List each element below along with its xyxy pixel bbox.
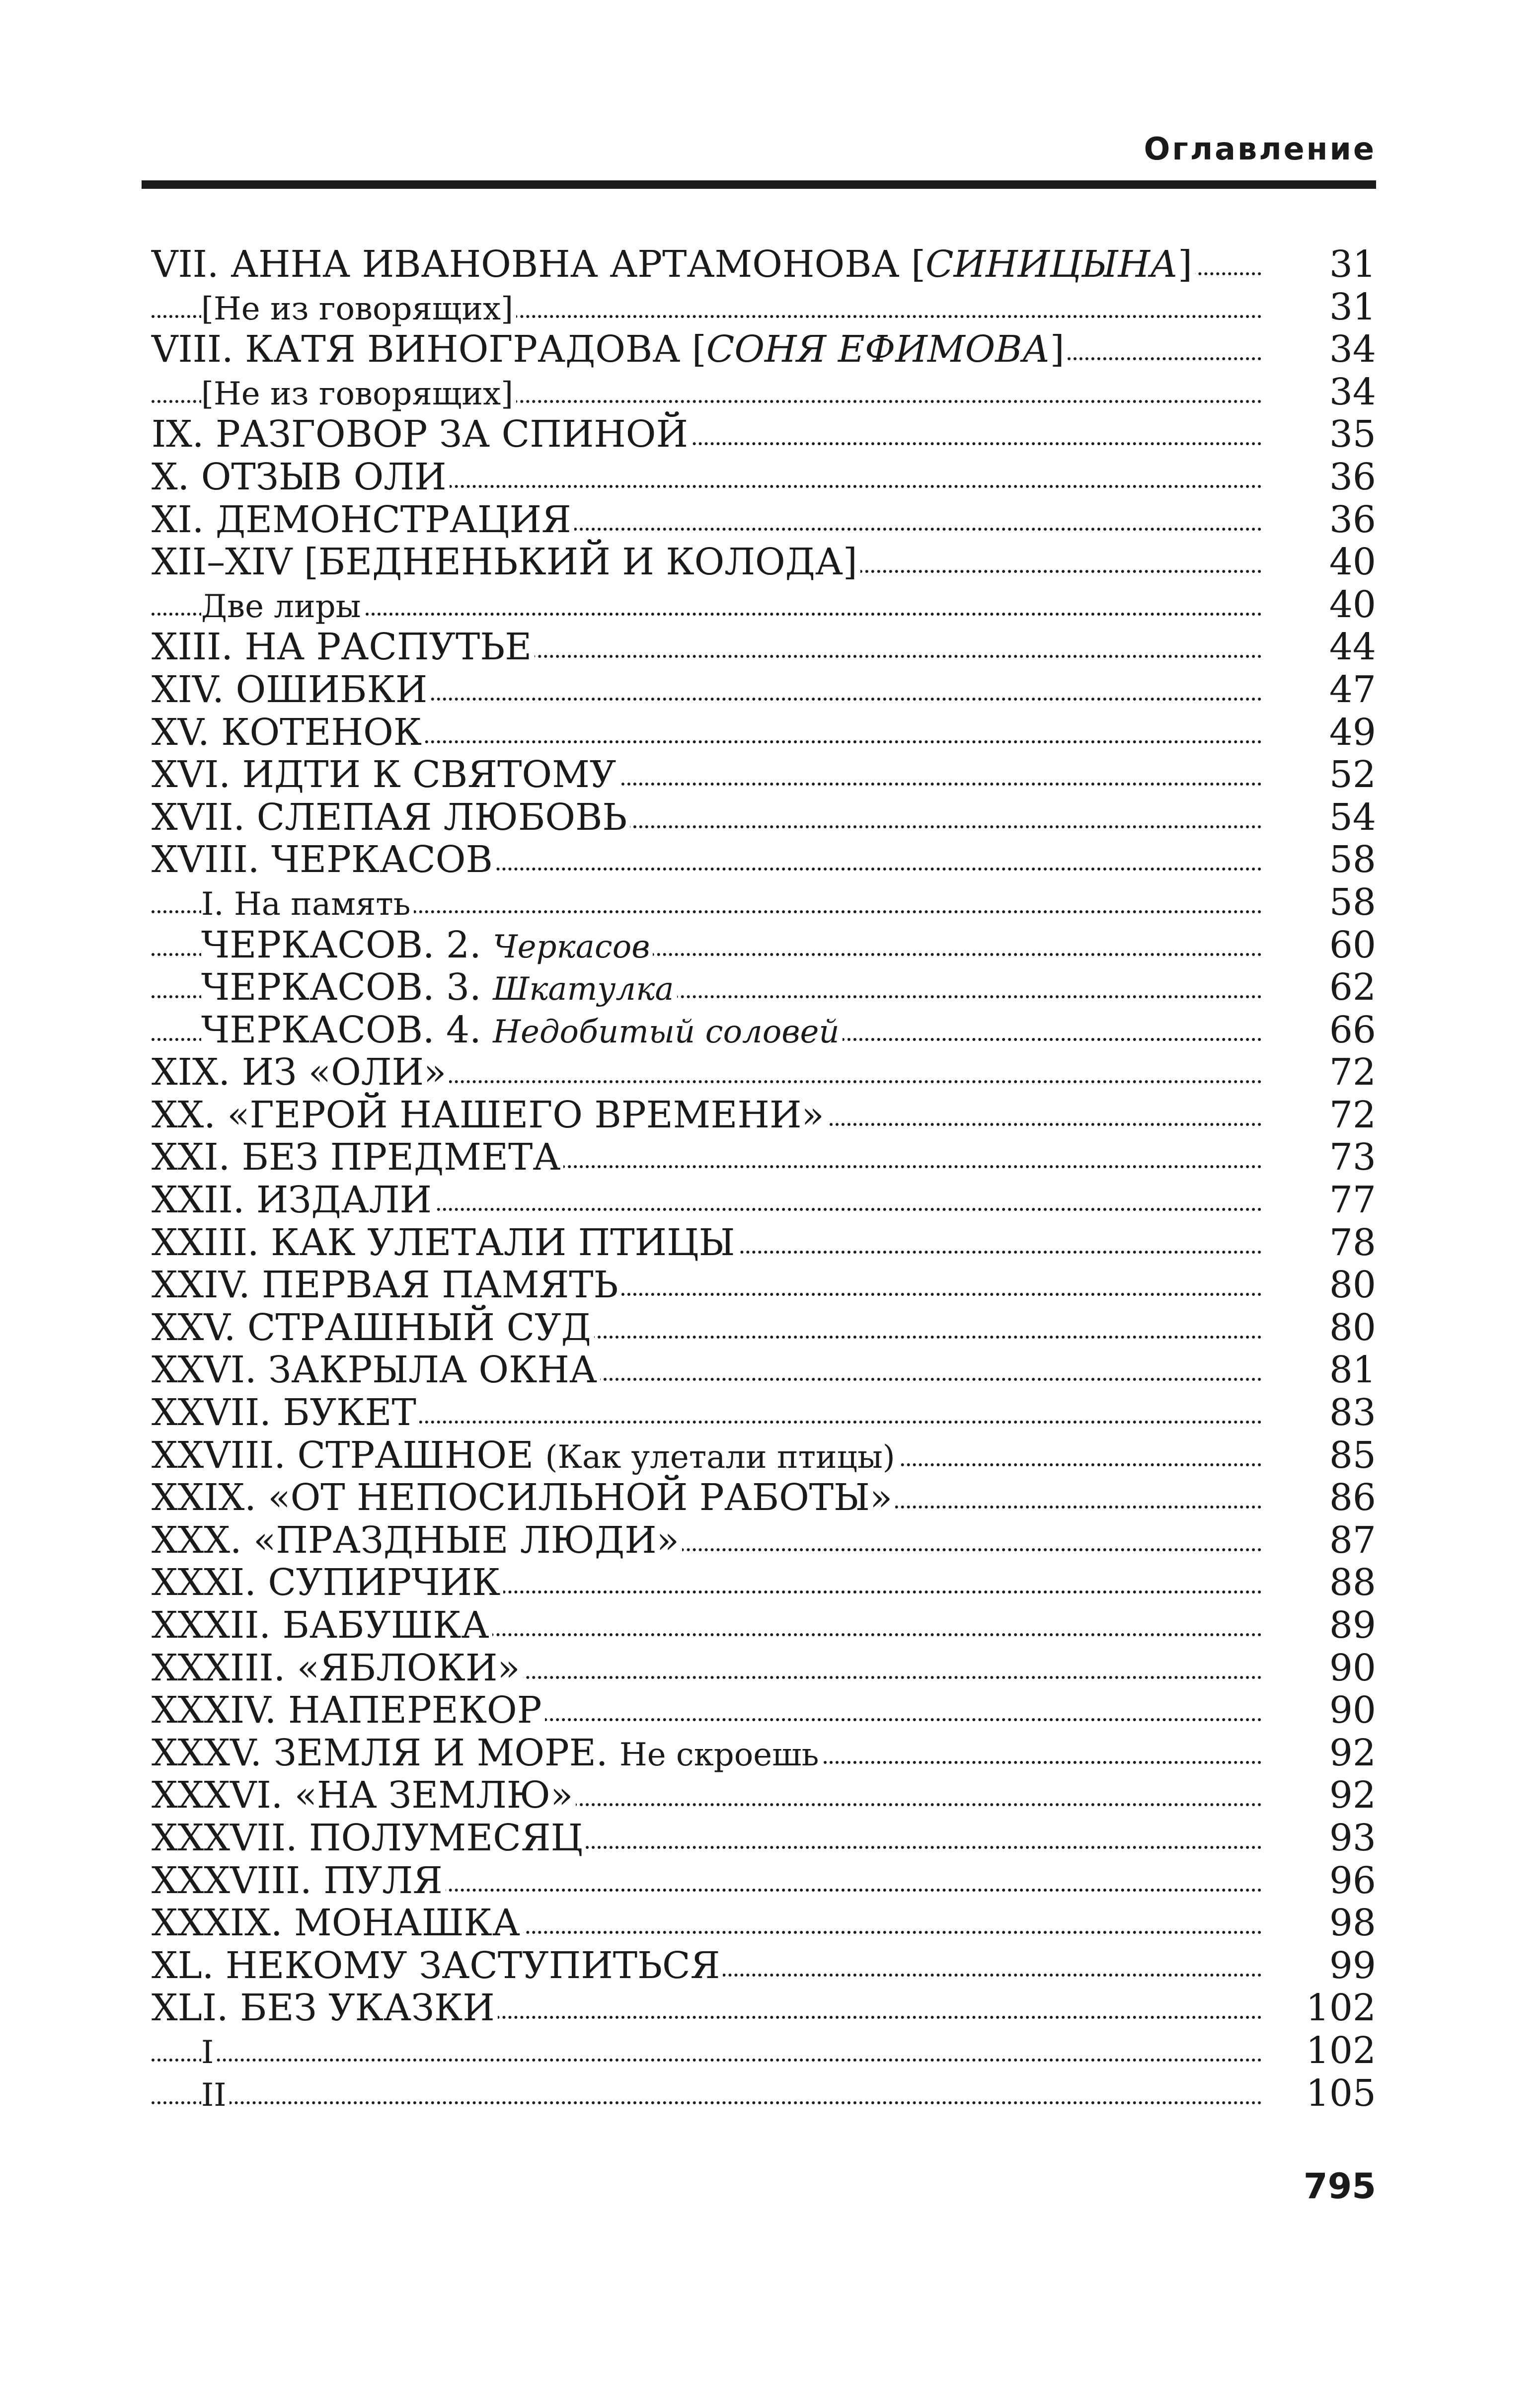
toc-entry-title-italic: Недобитый соловей [493,1013,840,1050]
toc-entry-title [201,2072,230,2117]
dot-leader [152,2059,1262,2062]
toc-entry-title-italic: СОНЯ ЕФИМОВА [706,328,1050,371]
toc-entry-page: 89 [1277,1604,1376,1647]
toc-entry-page: 58 [1277,881,1376,924]
toc-entry-title [152,1604,492,1647]
toc-entry [152,499,1376,542]
toc-entry [152,1094,1376,1137]
toc-entry-title-part: XXXI. СУПИРЧИК [152,1561,501,1604]
toc-entry-title-part: XVII. СЛЕПАЯ ЛЮБОВЬ [152,795,627,839]
toc-entry-title-part: I [201,2034,214,2071]
toc-entry-title-part: XXVIII. СТРАШНОЕ [152,1433,545,1477]
toc-entry-title [152,1519,682,1562]
toc-entry-page: 66 [1277,1009,1376,1052]
toc-entry-title [152,1477,895,1519]
toc-entry-page: 90 [1277,1689,1376,1732]
toc-entry-title-part: XXI. БЕЗ ПРЕДМЕТА [152,1136,561,1179]
toc-entry-page: 92 [1277,1774,1376,1817]
toc-entry-title-part: [Не из говорящих] [201,290,514,327]
toc-entry [152,584,1376,627]
toc-entry-title-part: XLI. БЕЗ УКАЗКИ [152,1987,495,2030]
toc-entry [152,881,1376,924]
toc-entry [152,1902,1376,1945]
toc-entry-title-part: XXXIII. «ЯБЛОКИ» [152,1646,520,1689]
toc-entry [152,1179,1376,1222]
toc-entry-title-part: IX. РАЗГОВОР ЗА СПИНОЙ [152,413,689,456]
toc-entry [152,796,1376,839]
toc-entry-title [152,1051,449,1094]
toc-entry-title [152,1094,827,1137]
toc-entry-page: 102 [1277,1987,1376,2030]
toc-entry-title [152,1222,738,1265]
toc-entry-page: 31 [1277,286,1376,329]
toc-entry-title [152,328,1068,371]
toc-entry-title-part: Не скроешь [619,1736,819,1773]
toc-entry-title-part: XL. НЕКОМУ ЗАСТУПИТЬСЯ [152,1944,720,1987]
running-head: Оглавление [1144,131,1376,167]
toc-entry-title-part: XXXV. ЗЕМЛЯ И МОРЕ. [152,1731,619,1774]
toc-entry-page: 44 [1277,626,1376,669]
toc-entry-title [152,243,1195,286]
toc-entry [152,2030,1376,2072]
toc-entry-title-part: XIII. НА РАСПУТЬЕ [152,626,532,669]
toc-entry-page: 80 [1277,1307,1376,1350]
toc-entry-title-part: XXIX. «ОТ НЕПОСИЛЬНОЙ РАБОТЫ» [152,1476,893,1519]
toc-entry [152,1732,1376,1775]
toc-entry [152,1860,1376,1903]
toc-entry [152,456,1376,499]
toc-entry-title-part: II [201,2076,227,2114]
toc-entry-title [152,712,425,754]
toc-entry [152,924,1376,967]
toc-entry [152,669,1376,712]
toc-entry-title [152,796,630,839]
toc-entry-title-part: XXXIV. НАПЕРЕКОР [152,1689,542,1732]
toc-entry-title-part: XXVII. БУКЕТ [152,1391,416,1434]
toc-entry-page: 40 [1277,584,1376,627]
toc-entry-title [152,1987,498,2030]
toc-entry-title-italic: Черкасов [493,928,650,965]
page-number: 795 [1303,2166,1376,2207]
toc-entry-title [201,924,653,969]
toc-entry [152,1774,1376,1817]
toc-entry-title-italic: СИНИЦЫНА [925,243,1178,286]
toc-entry-page: 31 [1277,243,1376,286]
toc-entry-title [152,1902,523,1945]
toc-entry-title [152,669,430,712]
toc-entry-page: 34 [1277,371,1376,414]
toc-entry-title-part: (Как улетали птицы) [545,1438,895,1476]
toc-entry-page: 78 [1277,1222,1376,1265]
toc-entry-title [152,1860,446,1903]
toc-entry-page: 36 [1277,499,1376,542]
toc-entry-title [152,626,535,669]
toc-entry [152,1689,1376,1732]
toc-entry-title-part: ] [1050,328,1065,371]
toc-entry-title [152,754,619,796]
toc-entry [152,243,1376,286]
toc-entry-page: 47 [1277,669,1376,712]
toc-entry-title-part: X. ОТЗЫВ ОЛИ [152,455,447,498]
toc-entry-title [152,1562,503,1604]
toc-entry-page: 62 [1277,966,1376,1009]
toc-entry-page: 80 [1277,1264,1376,1307]
toc-entry-title [152,1179,435,1222]
toc-entry-title-part: VII. АННА ИВАНОВНА АРТАМОНОВА [ [152,243,925,286]
toc-entry-title [152,1307,594,1350]
toc-entry [152,1477,1376,1519]
toc-entry-title [152,1392,419,1434]
toc-entry-title-part: XXXVI. «НА ЗЕМЛЮ» [152,1774,573,1817]
toc-entry [152,1051,1376,1094]
toc-entry-title [152,1817,586,1860]
toc-entry-page: 83 [1277,1392,1376,1434]
toc-entry [152,839,1376,881]
toc-entry-title [201,1009,843,1054]
toc-entry [152,966,1376,1009]
toc-entry-title-part: Две лиры [201,588,361,625]
toc-entry-page: 99 [1277,1945,1376,1988]
toc-entry-title-part: XXV. СТРАШНЫЙ СУД [152,1306,591,1349]
toc-entry-title [201,2030,217,2074]
toc-entry-page: 85 [1277,1434,1376,1477]
toc-entry-title-part: XII–XIV [БЕДНЕНЬКИЙ И КОЛОДА] [152,541,857,584]
toc-entry-title [201,966,677,1011]
toc-entry-title-part: XXXIX. МОНАШКА [152,1902,520,1945]
toc-entry-page: 34 [1277,328,1376,371]
toc-entry-title-part: VIII. КАТЯ ВИНОГРАДОВА [ [152,328,706,371]
toc-entry-title [152,1774,576,1817]
toc-entry-title-part: XIV. ОШИБКИ [152,668,428,711]
toc-entry-title [152,1689,545,1732]
toc-entry-title-part: ЧЕРКАСОВ. 3. [201,966,493,1009]
toc-entry-title-part: XXXVIII. ПУЛЯ [152,1859,443,1902]
toc-entry [152,1264,1376,1307]
toc-entry-page: 98 [1277,1902,1376,1945]
toc-entry-page: 72 [1277,1094,1376,1137]
toc-entry-title [152,839,496,881]
toc-entry-page: 60 [1277,924,1376,967]
toc-entry-page: 81 [1277,1349,1376,1392]
toc-entry-page: 88 [1277,1562,1376,1604]
toc-entry [152,413,1376,456]
toc-entry-title-part: XI. ДЕМОНСТРАЦИЯ [152,498,571,541]
toc-entry-title [152,413,691,456]
toc-entry-title-part: XX. «ГЕРОЙ НАШЕГО ВРЕМЕНИ» [152,1093,824,1136]
toc-entry-title-part: ЧЕРКАСОВ. 2. [201,923,493,966]
toc-entry [152,1136,1376,1179]
toc-entry-title [201,371,516,416]
toc-entry [152,2072,1376,2115]
toc-entry [152,1647,1376,1690]
toc-entry [152,1945,1376,1988]
toc-entry-title [152,499,574,542]
toc-entry [152,1562,1376,1604]
toc-entry-title-part: ] [1178,243,1192,286]
toc-entry-title-part: XVI. ИДТИ К СВЯТОМУ [152,753,616,796]
toc-entry-title-part: XXXII. БАБУШКА [152,1604,489,1647]
toc-entry-title-part: [Не из говорящих] [201,375,514,412]
dot-leader [152,2101,1262,2104]
toc-entry [152,1519,1376,1562]
header-rule [142,180,1376,189]
toc-entry-title-part: XXXVII. ПОЛУМЕСЯЦ [152,1816,583,1859]
table-of-contents [152,243,1376,2115]
toc-entry [152,286,1376,329]
toc-entry-title-part: XVIII. ЧЕРКАСОВ [152,838,493,881]
toc-entry [152,1434,1376,1477]
toc-entry-title-part: XXX. «ПРАЗДНЫЕ ЛЮДИ» [152,1518,679,1562]
toc-entry-title [152,1434,898,1479]
toc-entry-page: 105 [1277,2072,1376,2115]
toc-entry-title [152,1349,600,1392]
toc-entry [152,1987,1376,2030]
toc-entry [152,754,1376,796]
toc-entry [152,712,1376,754]
toc-entry-page: 92 [1277,1732,1376,1775]
toc-entry-page: 87 [1277,1519,1376,1562]
toc-entry [152,1817,1376,1860]
toc-entry-title [201,286,516,331]
toc-entry-title-part: XV. КОТЕНОК [152,711,422,754]
toc-entry-title-part: XXIV. ПЕРВАЯ ПАМЯТЬ [152,1264,618,1307]
toc-entry-title [152,1732,822,1777]
toc-entry [152,541,1376,584]
toc-entry-title [152,1264,621,1307]
toc-entry-page: 77 [1277,1179,1376,1222]
toc-entry-page: 93 [1277,1817,1376,1860]
toc-entry-title-part: XXII. ИЗДАЛИ [152,1179,432,1222]
toc-entry [152,1307,1376,1350]
toc-entry-title [152,1136,563,1179]
toc-entry-title [152,541,860,584]
toc-entry-title-part: XIX. ИЗ «ОЛИ» [152,1051,447,1094]
toc-entry-title-part: XXVI. ЗАКРЫЛА ОКНА [152,1349,597,1392]
toc-entry-title-part: I. На память [201,885,411,923]
toc-entry-page: 49 [1277,712,1376,754]
toc-entry-page: 72 [1277,1051,1376,1094]
toc-entry-page: 73 [1277,1136,1376,1179]
toc-entry-title [152,1647,523,1690]
toc-entry-title [152,1945,723,1988]
toc-entry-title-part: XXIII. КАК УЛЕТАЛИ ПТИЦЫ [152,1221,735,1264]
toc-entry [152,1349,1376,1392]
toc-entry [152,1392,1376,1434]
toc-entry-page: 54 [1277,796,1376,839]
toc-entry [152,1009,1376,1052]
toc-entry-page: 52 [1277,754,1376,796]
toc-entry-page: 35 [1277,413,1376,456]
toc-entry-page: 96 [1277,1860,1376,1903]
toc-entry-page: 36 [1277,456,1376,499]
toc-entry [152,1604,1376,1647]
toc-entry [152,371,1376,414]
toc-entry-title-part: ЧЕРКАСОВ. 4. [201,1008,493,1051]
toc-entry-page: 58 [1277,839,1376,881]
toc-entry-page: 90 [1277,1647,1376,1690]
toc-entry-title [201,584,364,629]
toc-entry-page: 40 [1277,541,1376,584]
toc-entry-page: 102 [1277,2030,1376,2072]
toc-entry [152,626,1376,669]
toc-entry-title [152,456,450,499]
toc-entry-title [201,881,414,926]
toc-entry [152,328,1376,371]
toc-entry-title-italic: Шкатулка [493,971,674,1008]
toc-entry [152,1222,1376,1265]
toc-entry-page: 86 [1277,1477,1376,1519]
